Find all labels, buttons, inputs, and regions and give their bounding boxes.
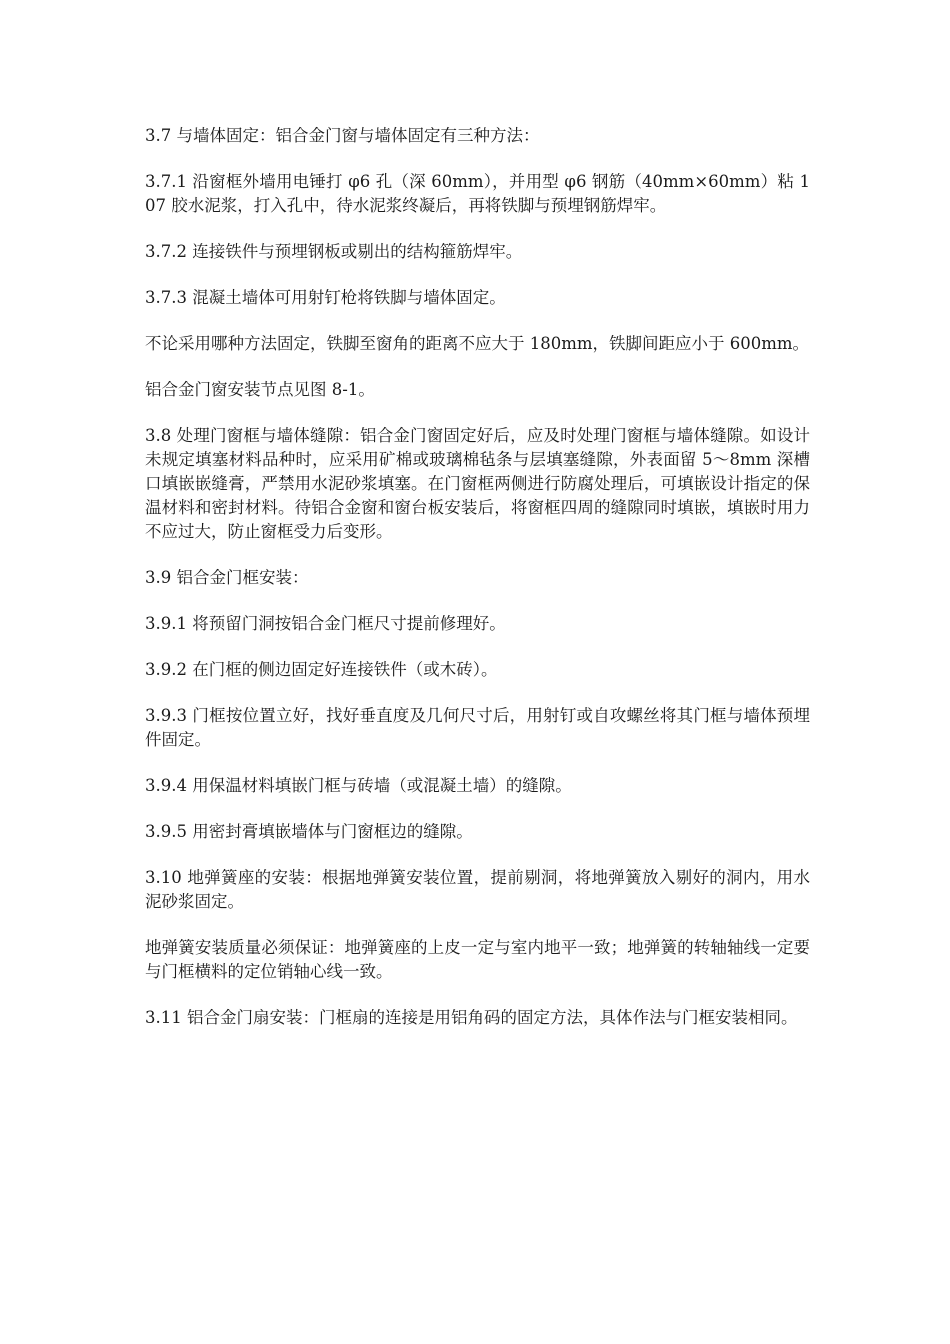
paragraph-3-10: 3.10 地弹簧座的安装：根据地弹簧安装位置，提前剔洞，将地弹簧放入剔好的洞内，用水泥砂浆固定。 <box>145 868 810 911</box>
paragraph-3-9-5: 3.9.5 用密封膏填嵌墙体与门窗框边的缝隙。 <box>145 822 473 841</box>
paragraph-3-11: 3.11 铝合金门扇安装：门框扇的连接是用铝角码的固定方法，具体作法与门框安装相同。 <box>145 1008 798 1027</box>
paragraph-3-9: 3.9 铝合金门框安装： <box>145 568 309 587</box>
paragraph-3-7: 3.7 与墙体固定：铝合金门窗与墙体固定有三种方法： <box>145 126 540 145</box>
document-body <box>145 124 810 1052</box>
paragraph-spring-quality: 地弹簧安装质量必须保证：地弹簧座的上皮一定与室内地平一致；地弹簧的转轴轴线一定要与门框横料的定位销轴心线一致。 <box>145 938 810 981</box>
paragraph-3-9-1: 3.9.1 将预留门洞按铝合金门框尺寸提前修理好。 <box>145 614 506 633</box>
paragraph-3-9-4: 3.9.4 用保温材料填嵌门框与砖墙（或混凝土墙）的缝隙。 <box>145 776 572 795</box>
paragraph-3-7-1: 3.7.1 沿窗框外墙用电锤打 φ6 孔（深 60mm），并用型 φ6 钢筋（40mm×60mm）粘 107 胶水泥浆，打入孔中，待水泥浆终凝后，再将铁脚与预埋钢筋焊牢。 <box>145 172 810 215</box>
paragraph-fixing-distance: 不论采用哪种方法固定，铁脚至窗角的距离不应大于 180mm，铁脚间距应小于 600mm。 <box>145 334 810 353</box>
paragraph-3-8: 3.8 处理门窗框与墙体缝隙：铝合金门窗固定好后，应及时处理门窗框与墙体缝隙。如设计未规定填塞材料品种时，应采用矿棉或玻璃棉毡条与层填塞缝隙，外表面留 5～8mm 深槽口填嵌嵌缝膏，严禁用水泥砂浆填塞。在门窗框两侧进行防腐处理后，可填嵌设计指定的保温材料和密封材料。待铝合金窗和窗台板安装后，将窗框四周的缝隙同时填嵌，填嵌时用力不应过大，防止窗框受力后变形。 <box>145 426 810 541</box>
paragraph-3-7-3: 3.7.3 混凝土墙体可用射钉枪将铁脚与墙体固定。 <box>145 288 506 307</box>
paragraph-figure-reference: 铝合金门窗安装节点见图 8-1。 <box>145 380 375 399</box>
paragraph-3-7-2: 3.7.2 连接铁件与预埋钢板或剔出的结构箍筋焊牢。 <box>145 242 523 261</box>
paragraph-3-9-2: 3.9.2 在门框的侧边固定好连接铁件（或木砖）。 <box>145 660 498 679</box>
paragraph-3-9-3: 3.9.3 门框按位置立好，找好垂直度及几何尺寸后，用射钉或自攻螺丝将其门框与墙体预埋件固定。 <box>145 706 810 749</box>
